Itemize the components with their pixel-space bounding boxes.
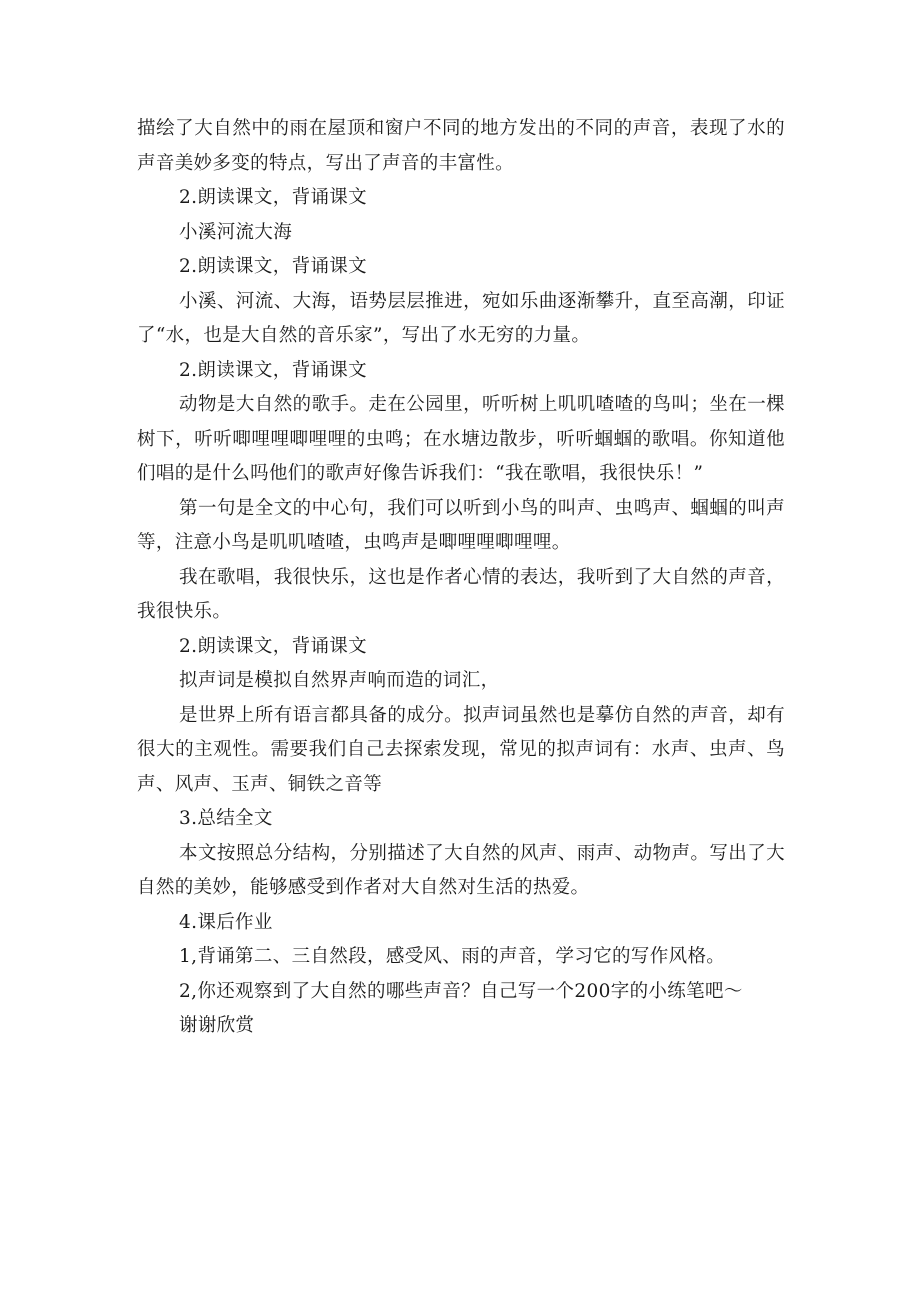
document-body [137, 112, 785, 1044]
homework-item-1: 1,背诵第二、三自然段，感受风、雨的声音，学习它的写作风格。 [179, 946, 726, 967]
paragraph-onomatopoeia-definition: 拟声词是模拟自然界声响而造的词汇， [179, 670, 500, 691]
paragraph-animal-singers: 动物是大自然的歌手。走在公园里，听听树上叽叽喳喳的鸟叫；坐在一棵树下，听听唧哩哩唧哩哩的虫鸣；在水塘边散步，听听蝈蝈的歌唱。你知道他们唱的是什么吗他们的歌声好像告诉我们：“我在歌唱，我很快乐！” [137, 394, 785, 484]
paragraph-summary: 本文按照总分结构，分别描述了大自然的风声、雨声、动物声。写出了大自然的美妙，能够感受到作者对大自然对生活的热爱。 [137, 842, 785, 898]
homework-item-2: 2,你还观察到了大自然的哪些声音？自己写一个200字的小练笔吧～ [179, 980, 743, 1002]
paragraph-author-feeling: 我在歌唱，我很快乐，这也是作者心情的表达，我听到了大自然的声音，我很快乐。 [137, 566, 785, 622]
paragraph-central-sentence: 第一句是全文的中心句，我们可以听到小鸟的叫声、虫鸣声、蝈蝈的叫声等，注意小鸟是叽叽喳喳，虫鸣声是唧哩哩唧哩哩。 [137, 497, 785, 553]
section-heading-homework: 4.课后作业 [179, 911, 273, 933]
paragraph-water-analysis: 小溪、河流、大海，语势层层推进，宛如乐曲逐渐攀升，直至高潮，印证了“水，也是大自然的音乐家”，写出了水无穷的力量。 [137, 290, 785, 346]
paragraph-stream-river-sea: 小溪河流大海 [179, 221, 293, 243]
section-heading-summary: 3.总结全文 [179, 808, 273, 829]
section-heading-read-aloud: 2.朗读课文，背诵课文 [179, 359, 368, 381]
closing-thanks: 谢谢欣赏 [179, 1015, 255, 1036]
paragraph-rain-description: 描绘了大自然中的雨在屋顶和窗户不同的地方发出的不同的声音，表现了水的声音美妙多变的特点，写出了声音的丰富性。 [137, 118, 785, 174]
section-heading-read-aloud: 2.朗读课文，背诵课文 [179, 187, 368, 208]
section-heading-read-aloud: 2.朗读课文，背诵课文 [179, 635, 368, 657]
paragraph-onomatopoeia-explanation: 是世界上所有语言都具备的成分。拟声词虽然也是摹仿自然的声音，却有很大的主观性。需要我们自己去探索发现，常见的拟声词有：水声、虫声、鸟声、风声、玉声、铜铁之音等 [137, 704, 785, 795]
section-heading-read-aloud: 2.朗读课文，背诵课文 [179, 256, 368, 277]
